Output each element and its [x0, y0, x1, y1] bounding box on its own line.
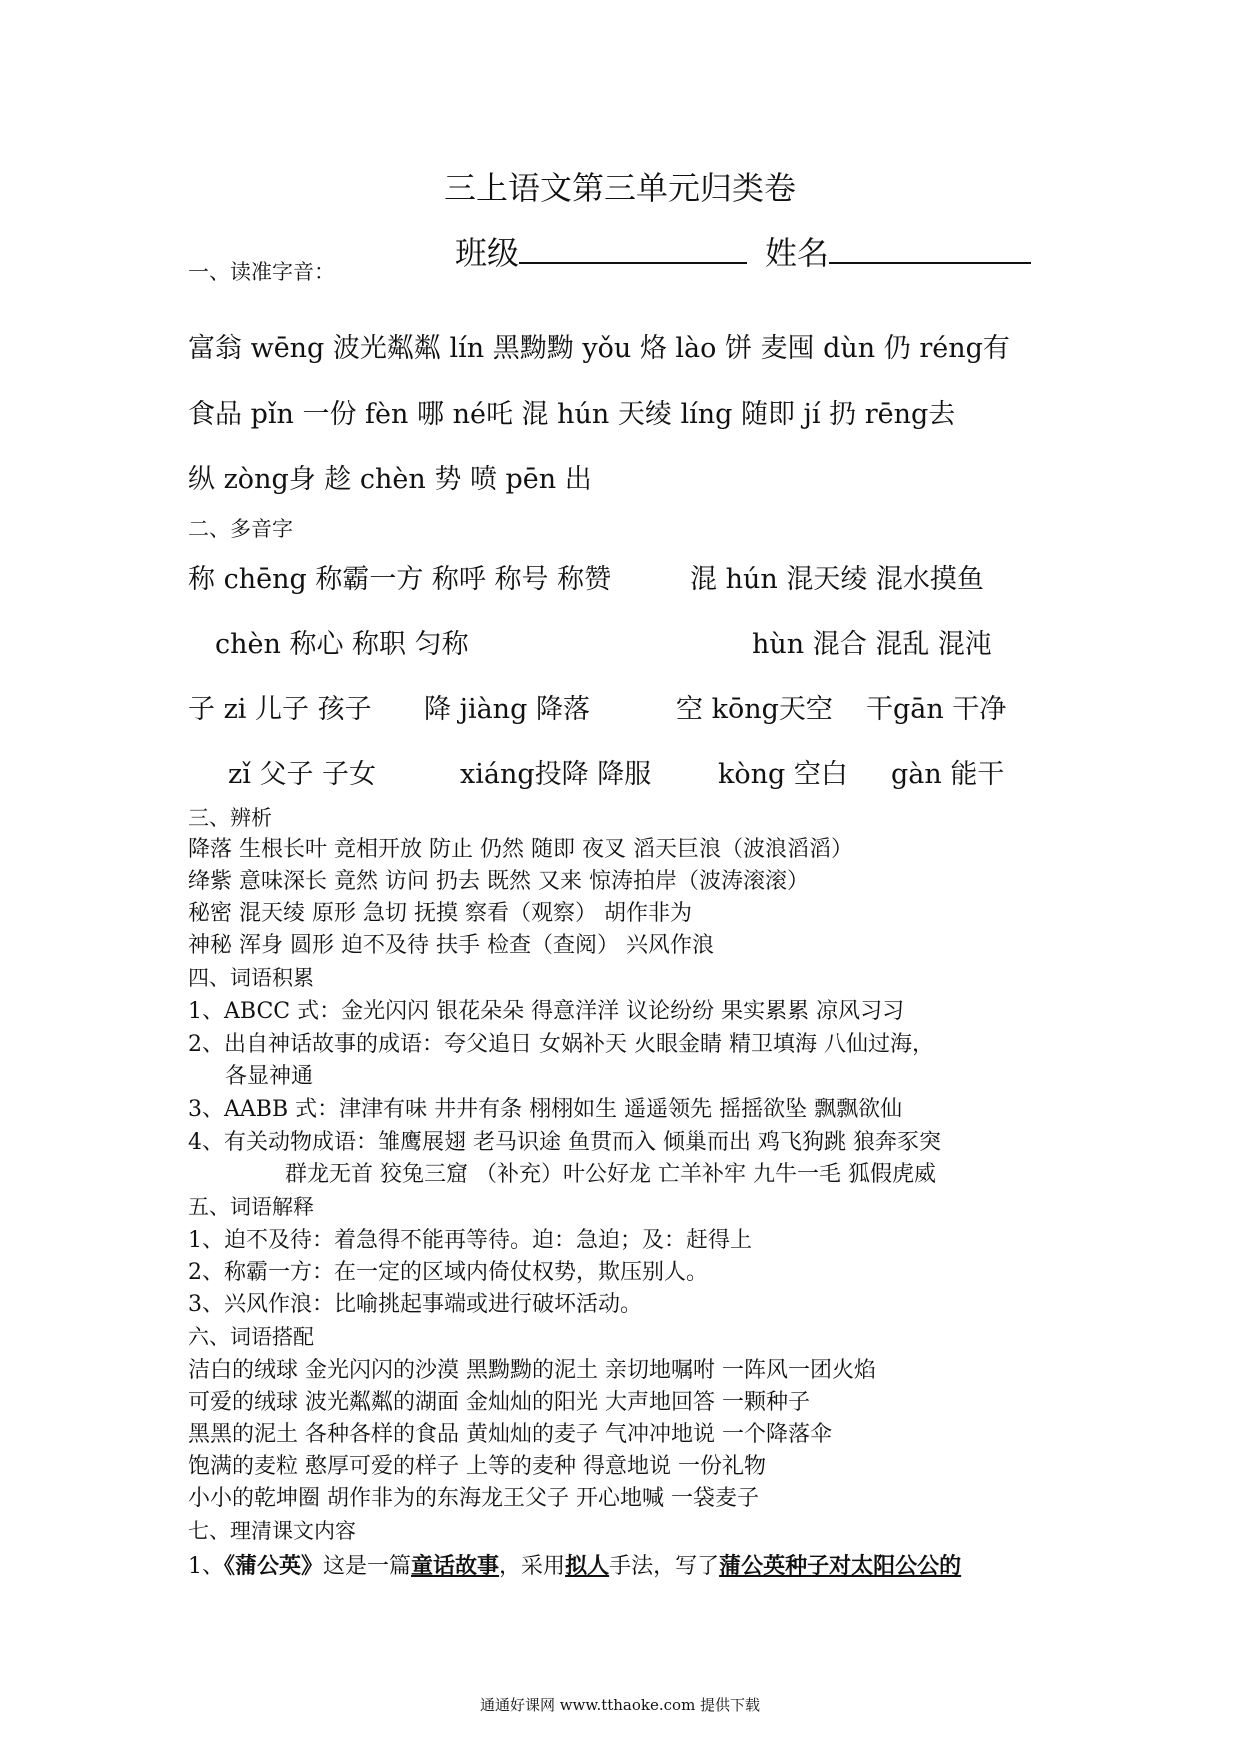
polyphone-row-2b: hùn 混合 混乱 混沌	[752, 629, 992, 660]
section-1-heading: 一、读准字音：	[188, 260, 335, 284]
footer-credit: 通通好课网 www.tthaoke.com 提供下载	[479, 1696, 761, 1714]
collocation-line: 洁白的绒球 金光闪闪的沙漠 黑黝黝的泥土 亲切地嘱咐 一阵风一团火焰	[188, 1358, 876, 1383]
vocab-line-cont: 各显神通	[225, 1064, 314, 1089]
class-label: 班级	[455, 234, 520, 272]
collocation-line: 饱满的麦粒 憨厚可爱的样子 上等的麦种 得意地说 一份礼物	[188, 1454, 766, 1479]
definition-line: 2、称霸一方：在一定的区域内倚仗权势，欺压别人。	[188, 1260, 708, 1285]
polyphone-row-4c: kòng 空白	[718, 759, 848, 790]
section-6-heading: 六、词语搭配	[188, 1325, 314, 1349]
technique-answer: 拟人	[565, 1553, 610, 1579]
genre-answer: 童话故事	[411, 1553, 500, 1579]
vocab-line: 1、ABCC 式：金光闪闪 银花朵朵 得意洋洋 议论纷纷 果实累累 凉风习习	[188, 999, 905, 1024]
polyphone-row-3d: 干gān 干净	[866, 694, 1007, 725]
pinyin-line-3: 纵 zòng身 趁 chèn 势 喷 pēn 出	[188, 464, 592, 495]
name-blank[interactable]	[829, 228, 1031, 264]
definition-line: 3、兴风作浪：比喻挑起事端或进行破坏活动。	[188, 1292, 642, 1317]
text-title: 《蒲公英》	[224, 1553, 324, 1579]
distinguish-line: 秘密 混天绫 原形 急切 抚摸 察看（观察） 胡作非为	[188, 901, 692, 926]
section-5-heading: 五、词语解释	[188, 1195, 314, 1219]
polyphone-row-4a: zǐ 父子 子女	[228, 759, 377, 790]
distinguish-line: 降落 生根长叶 竞相开放 防止 仍然 随即 夜叉 滔天巨浪（波浪滔滔）	[188, 837, 853, 862]
content-answer: 蒲公英种子对太阳公公的	[719, 1553, 962, 1579]
collocation-line: 小小的乾坤圈 胡作非为的东海龙王父子 开心地喊 一袋麦子	[188, 1486, 759, 1511]
pinyin-line-2: 食品 pǐn 一份 fèn 哪 né吒 混 hún 天绫 líng 随即 jí 扔 rēng去	[188, 399, 956, 430]
section-4-heading: 四、词语积累	[188, 966, 314, 990]
summary-text: ，采用	[499, 1554, 566, 1579]
item-number: 1、	[188, 1554, 224, 1579]
polyphone-row-3a: 子 zi 儿子 孩子	[188, 694, 372, 725]
polyphone-row-4d: gàn 能干	[891, 759, 1005, 790]
distinguish-line: 神秘 浑身 圆形 迫不及待 扶手 检查（查阅） 兴风作浪	[188, 933, 714, 958]
polyphone-row-3b: 降 jiàng 降落	[424, 694, 590, 725]
page-title: 三上语文第三单元归类卷	[443, 169, 796, 207]
vocab-line: 2、出自神话故事的成语：夸父追日 女娲补天 火眼金睛 精卫填海 八仙过海，	[188, 1032, 934, 1057]
name-label: 姓名	[765, 234, 830, 272]
section-7-heading: 七、理清课文内容	[188, 1519, 356, 1543]
polyphone-row-1b: 混 hún 混天绫 混水摸鱼	[690, 564, 984, 595]
polyphone-row-2a: chèn 称心 称职 匀称	[215, 629, 469, 660]
polyphone-row-4b: xiáng投降 降服	[460, 759, 652, 790]
section-3-heading: 三、辨析	[188, 806, 272, 830]
distinguish-line: 绛紫 意味深长 竟然 访问 扔去 既然 又来 惊涛拍岸（波涛滚滚）	[188, 869, 809, 894]
definition-line: 1、迫不及待：着急得不能再等待。迫：急迫；及：赶得上	[188, 1228, 752, 1253]
content-summary-line	[188, 1549, 961, 1580]
polyphone-row-3c: 空 kōng天空	[676, 694, 833, 725]
polyphone-row-1a: 称 chēng 称霸一方 称呼 称号 称赞	[188, 564, 612, 595]
vocab-line: 4、有关动物成语：雏鹰展翅 老马识途 鱼贯而入 倾巢而出 鸡飞狗跳 狼奔豕突	[188, 1130, 941, 1155]
section-2-heading: 二、多音字	[188, 517, 293, 541]
collocation-line: 可爱的绒球 波光粼粼的湖面 金灿灿的阳光 大声地回答 一颗种子	[188, 1390, 810, 1415]
class-blank[interactable]	[519, 228, 747, 264]
summary-text: 这是一篇	[323, 1554, 412, 1579]
summary-text: 手法，写了	[609, 1554, 720, 1579]
vocab-line: 3、AABB 式：津津有味 井井有条 栩栩如生 遥遥领先 摇摇欲坠 飘飘欲仙	[188, 1097, 903, 1122]
vocab-line-cont: 群龙无首 狡兔三窟 （补充）叶公好龙 亡羊补牢 九牛一毛 狐假虎威	[285, 1162, 936, 1187]
collocation-line: 黑黑的泥土 各种各样的食品 黄灿灿的麦子 气冲冲地说 一个降落伞	[188, 1422, 832, 1447]
pinyin-line-1: 富翁 wēng 波光粼粼 lín 黑黝黝 yǒu 烙 lào 饼 麦囤 dùn 仍 réng有	[188, 333, 1010, 364]
class-name-row	[455, 228, 1031, 274]
